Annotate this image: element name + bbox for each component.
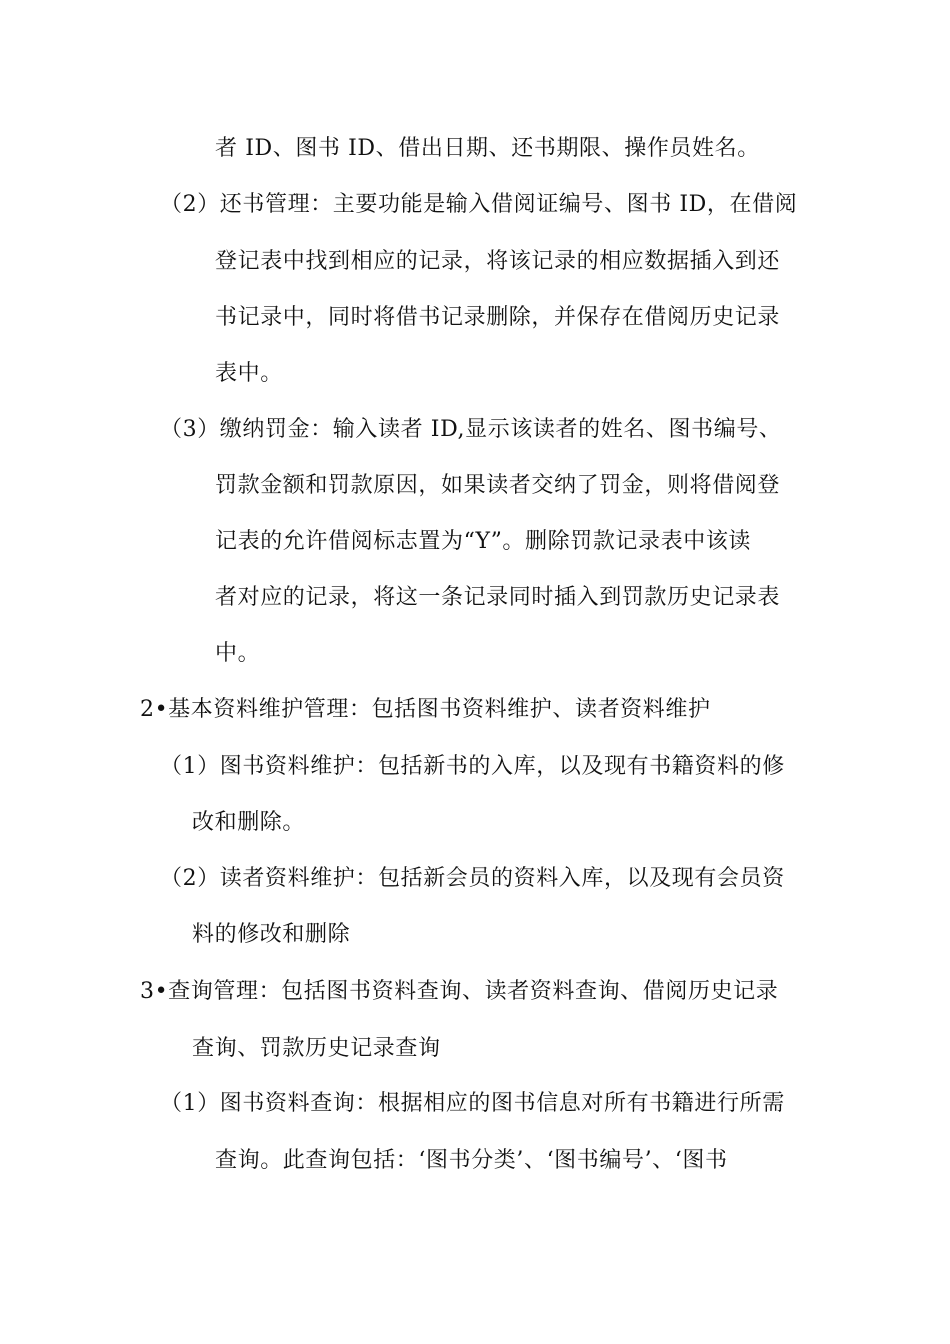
text-line: 查询。此查询包括：‘图书分类’、‘图书编号’、‘图书 [215, 1148, 728, 1173]
text-line: （1）图书资料维护：包括新书的入库，以及现有书籍资料的修 [160, 754, 785, 779]
text-line: （3）缴纳罚金：输入读者 ID,显示该读者的姓名、图书编号、 [160, 417, 782, 442]
text-line: （1）图书资料查询：根据相应的图书信息对所有书籍进行所需 [160, 1091, 785, 1116]
section-heading: 2•基本资料维护管理：包括图书资料维护、读者资料维护 [140, 697, 711, 722]
text-line: 查询、罚款历史记录查询 [192, 1036, 441, 1061]
text-line: 罚款金额和罚款原因，如果读者交纳了罚金，则将借阅登 [215, 473, 781, 498]
text-line: 记表的允许借阅标志置为“Y”。删除罚款记录表中该读 [215, 529, 752, 554]
text-line: 者对应的记录，将这一条记录同时插入到罚款历史记录表 [215, 585, 781, 610]
text-line: 表中。 [215, 361, 283, 386]
text-line: （2）读者资料维护：包括新会员的资料入库，以及现有会员资 [160, 866, 785, 891]
text-line: 登记表中找到相应的记录，将该记录的相应数据插入到还 [215, 249, 781, 274]
text-line: 料的修改和删除 [192, 922, 351, 947]
text-line: 改和删除。 [192, 810, 306, 835]
text-line: 中。 [215, 641, 261, 666]
text-line: 书记录中，同时将借书记录删除，并保存在借阅历史记录 [215, 305, 781, 330]
text-line: （2）还书管理：主要功能是输入借阅证编号、图书 ID，在借阅 [160, 192, 798, 217]
text-line: 者 ID、图书 ID、借出日期、还书期限、操作员姓名。 [215, 136, 760, 161]
section-heading: 3•查询管理：包括图书资料查询、读者资料查询、借阅历史记录 [140, 979, 779, 1004]
